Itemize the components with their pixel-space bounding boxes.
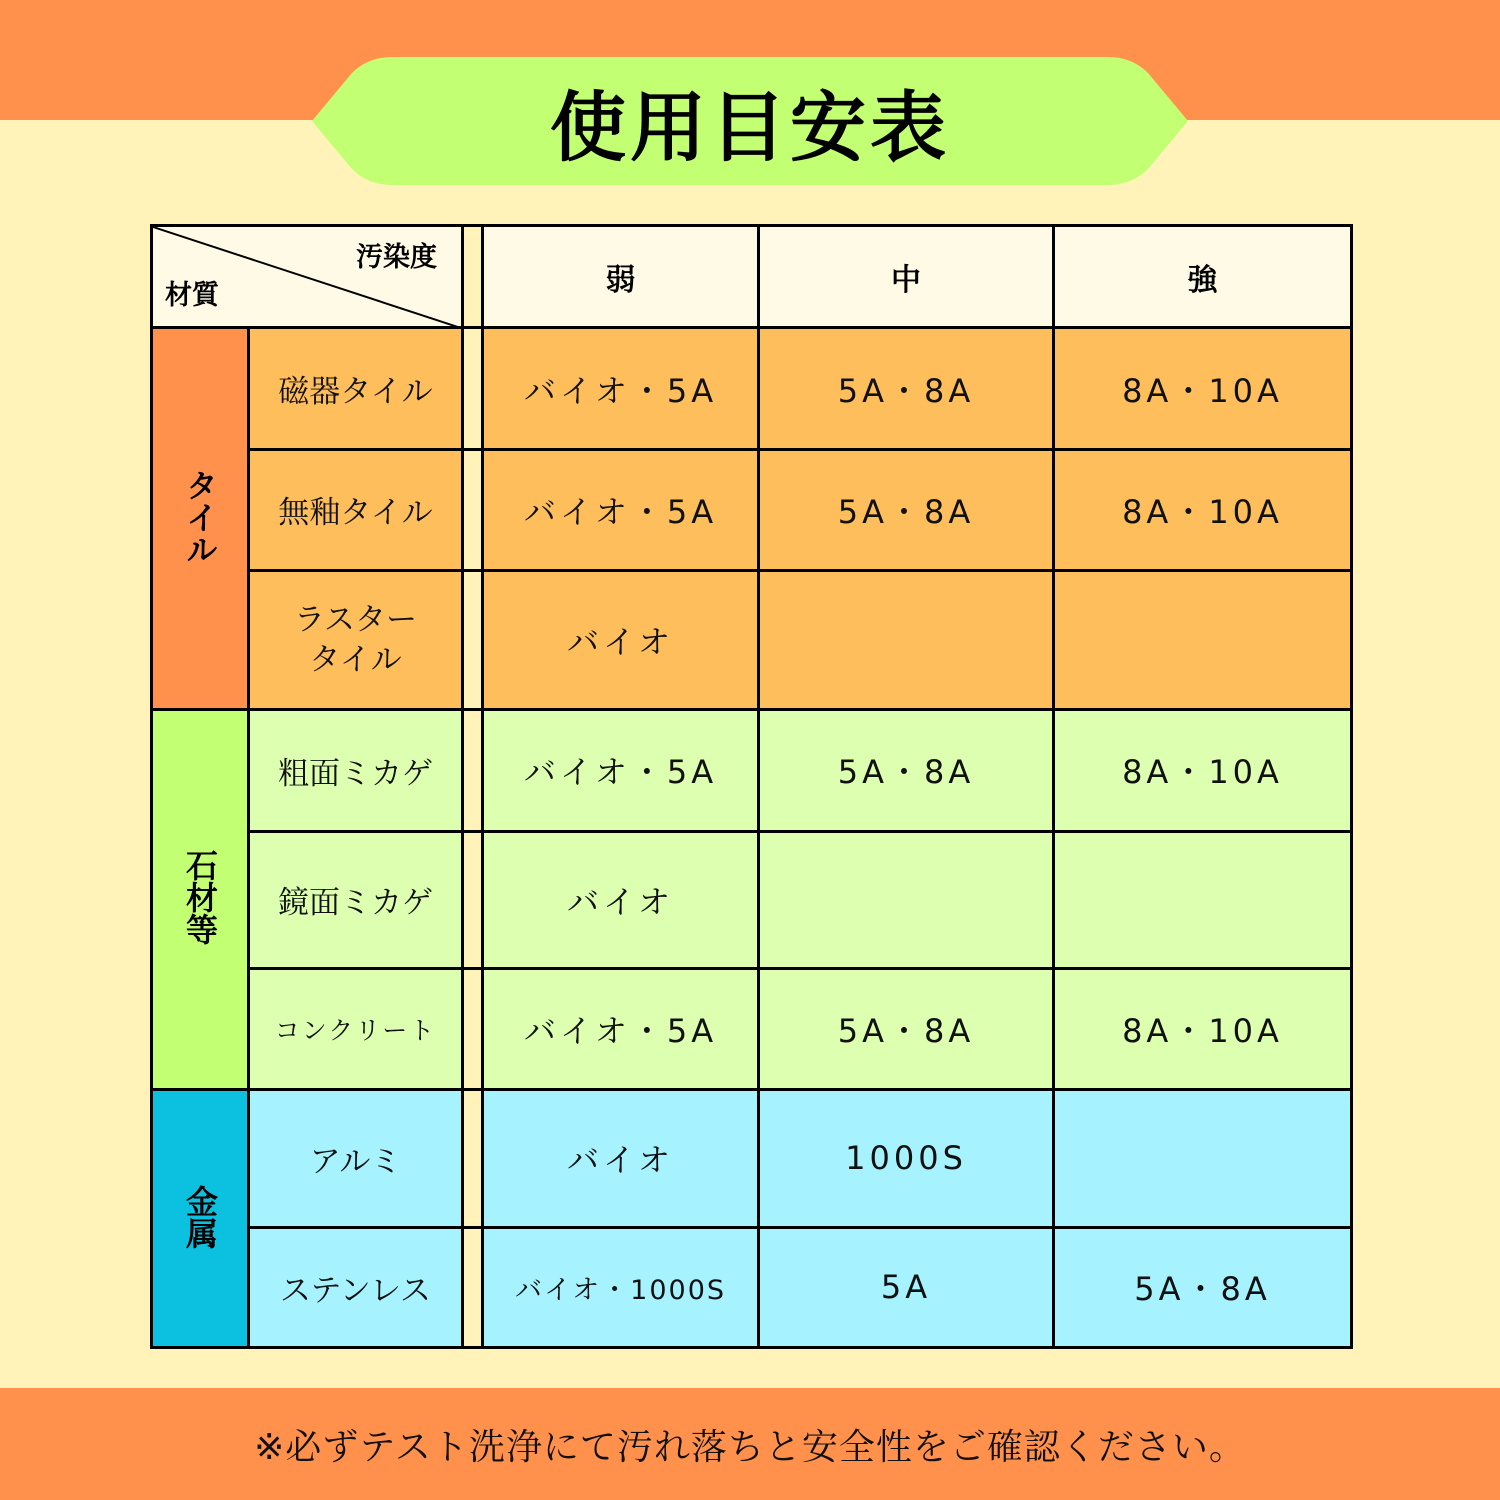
- value-cell: [1054, 571, 1352, 709]
- table-row: [152, 832, 1352, 968]
- header-row: [152, 226, 1352, 328]
- table-row: [152, 709, 1352, 831]
- group-label-tile: [152, 328, 249, 709]
- material-cell: 鏡面ミカゲ: [249, 832, 463, 968]
- value-cell: 5A・8A: [759, 709, 1054, 831]
- group-label-stone: [152, 709, 249, 1089]
- table-row: [152, 571, 1352, 709]
- value-cell: 8A・10A: [1054, 328, 1352, 449]
- page-title: 使用目安表: [550, 82, 950, 172]
- group-name: 金属: [181, 1184, 219, 1249]
- group-name: タイル: [181, 468, 219, 565]
- group-name: 石材等: [181, 849, 219, 946]
- usage-guide-table: [150, 224, 1353, 1349]
- separator-cell: [463, 832, 483, 968]
- material-cell: コンクリート: [249, 968, 463, 1089]
- separator-cell: [463, 328, 483, 449]
- value-cell: バイオ・5A: [483, 709, 759, 831]
- separator-cell: [463, 1090, 483, 1227]
- value-cell: 8A・10A: [1054, 449, 1352, 570]
- material-cell: 無釉タイル: [249, 449, 463, 570]
- value-cell: バイオ・5A: [483, 449, 759, 570]
- value-cell: [1054, 832, 1352, 968]
- separator-cell: [463, 449, 483, 570]
- value-cell: 8A・10A: [1054, 709, 1352, 831]
- material-cell: ステンレス: [249, 1227, 463, 1348]
- value-cell: 5A・8A: [1054, 1227, 1352, 1348]
- separator-cell: [463, 226, 483, 328]
- table-row: [152, 328, 1352, 449]
- footer-note: ※必ずテスト洗浄にて汚れ落ちと安全性をご確認ください。: [0, 1388, 1500, 1500]
- separator-cell: [463, 709, 483, 831]
- value-cell: バイオ・5A: [483, 968, 759, 1089]
- value-cell: バイオ: [483, 1090, 759, 1227]
- corner-material-label: 材質: [165, 280, 219, 312]
- level-header-medium: 中: [759, 226, 1054, 328]
- value-cell: バイオ・1000S: [483, 1227, 759, 1348]
- value-cell: バイオ: [483, 832, 759, 968]
- value-cell: [759, 832, 1054, 968]
- material-cell: 磁器タイル: [249, 328, 463, 449]
- separator-cell: [463, 1227, 483, 1348]
- table-row: [152, 1227, 1352, 1348]
- group-label-metal: [152, 1090, 249, 1348]
- table-row: [152, 1090, 1352, 1227]
- value-cell: [759, 571, 1054, 709]
- separator-cell: [463, 571, 483, 709]
- table-row: [152, 449, 1352, 570]
- value-cell: 1000S: [759, 1090, 1054, 1227]
- value-cell: 5A・8A: [759, 449, 1054, 570]
- material-cell: 粗面ミカゲ: [249, 709, 463, 831]
- table-row: [152, 968, 1352, 1089]
- value-cell: 5A・8A: [759, 328, 1054, 449]
- material-cell: ラスター タイル: [249, 571, 463, 709]
- value-cell: バイオ: [483, 571, 759, 709]
- value-cell: [1054, 1090, 1352, 1227]
- separator-cell: [463, 968, 483, 1089]
- value-cell: 8A・10A: [1054, 968, 1352, 1089]
- level-header-weak: 弱: [483, 226, 759, 328]
- corner-cell: [152, 226, 463, 328]
- value-cell: 5A・8A: [759, 968, 1054, 1089]
- material-cell: アルミ: [249, 1090, 463, 1227]
- title-banner: [312, 57, 1188, 185]
- level-header-strong: 強: [1054, 226, 1352, 328]
- value-cell: 5A: [759, 1227, 1054, 1348]
- corner-contamination-label: 汚染度: [356, 242, 437, 273]
- value-cell: バイオ・5A: [483, 328, 759, 449]
